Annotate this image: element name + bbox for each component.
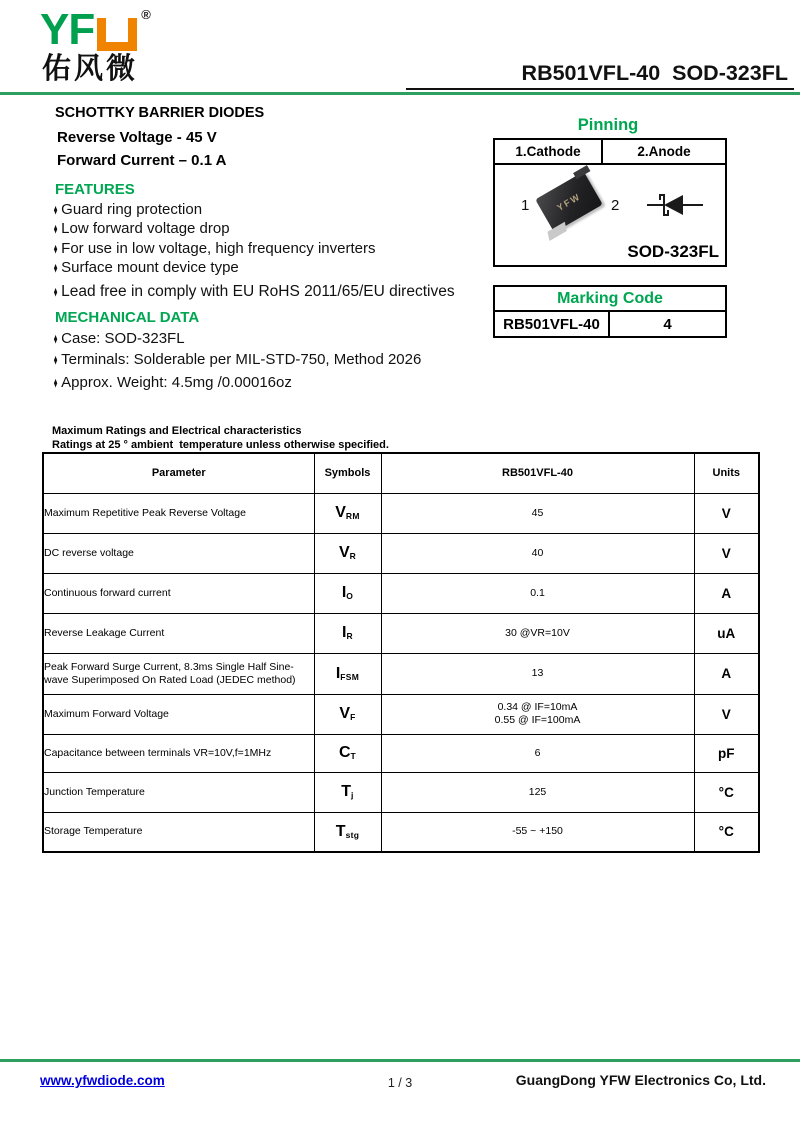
feature-item [52, 220, 230, 237]
symbol-cell: $V_{RM}$ [314, 493, 381, 533]
value-cell: 0.34 @ IF=10mA 0.55 @ IF=100mA [381, 694, 694, 734]
pinning-heading: Pinning [577, 116, 639, 134]
mechanical-item [52, 330, 185, 347]
unit-cell: °C [694, 812, 759, 852]
unit-cell: A [694, 653, 759, 694]
mechanical-text: Approx. Weight: 4.5mg /0.00016oz [61, 374, 292, 391]
company-name: GuangDong YFW Electronics Co, Ltd. [515, 1072, 766, 1088]
table-row [43, 694, 759, 734]
unit-cell: V [694, 493, 759, 533]
symbol-cell: $C_T$ [314, 734, 381, 772]
symbol-cell: $I_{FSM}$ [314, 653, 381, 694]
unit-cell: V [694, 533, 759, 573]
schottky-diode-symbol-icon [647, 191, 703, 219]
parameter-cell: Capacitance between terminals VR=10V,f=1MHz [43, 734, 314, 772]
table-row [43, 573, 759, 613]
symbol-cell: $V_R$ [314, 533, 381, 573]
pin2-label: 2.Anode [637, 144, 691, 159]
feature-item [52, 201, 202, 218]
title-underline [406, 88, 794, 90]
symbol-cell: $I_O$ [314, 573, 381, 613]
parameter-cell: Continuous forward current [43, 573, 314, 613]
diamond-bullet-icon: ♦ [53, 350, 58, 368]
column-header-units: Units [694, 453, 759, 493]
parameter-cell: Reverse Leakage Current [43, 613, 314, 653]
value-cell: 0.1 [381, 573, 694, 613]
symbol-cell: $V_F$ [314, 694, 381, 734]
header-rule [0, 92, 800, 95]
marking-code-table [493, 285, 727, 338]
value-cell: -55 ~ +150 [381, 812, 694, 852]
parameter-cell: Peak Forward Surge Current, 8.3ms Single Half Sine-wave Superimposed On Rated Load (JEDEC method) [43, 653, 314, 694]
sod323fl-package-image [535, 172, 602, 233]
table-row [43, 772, 759, 812]
footer-rule [0, 1059, 800, 1062]
mechanical-heading: MECHANICAL DATA [55, 309, 200, 326]
reverse-voltage-spec: Reverse Voltage - 45 V [57, 129, 217, 146]
diamond-bullet-icon: ♦ [53, 258, 58, 276]
marking-code-value: 4 [663, 315, 672, 333]
mechanical-item [52, 351, 421, 368]
package-marking-text: YFW [555, 191, 583, 213]
feature-text: Guard ring protection [61, 201, 203, 218]
value-cell: 45 [381, 493, 694, 533]
feature-item [52, 259, 239, 276]
table-row [43, 812, 759, 852]
company-logo [40, 5, 151, 54]
pin2-number: 2 [611, 197, 620, 214]
diamond-bullet-icon: ♦ [53, 239, 58, 257]
package-lead [547, 222, 566, 241]
unit-cell: °C [694, 772, 759, 812]
page-number: 1 / 3 [387, 1076, 413, 1090]
column-header-parameter: Parameter [43, 453, 314, 493]
marking-part-number: RB501VFL-40 [495, 312, 610, 336]
mechanical-item [52, 374, 292, 391]
features-heading: FEATURES [55, 181, 135, 198]
pinning-diagram [495, 165, 725, 265]
table-row [43, 653, 759, 694]
unit-cell: uA [694, 613, 759, 653]
table-header-row [43, 453, 759, 493]
symbol-cell: $T_j$ [314, 772, 381, 812]
feature-text: Surface mount device type [61, 259, 239, 276]
table-row [43, 734, 759, 772]
unit-cell: pF [694, 734, 759, 772]
table-row [43, 533, 759, 573]
logo-yf-text: YF [40, 5, 95, 54]
pin1-number: 1 [521, 197, 530, 214]
column-header-part: RB501VFL-40 [381, 453, 694, 493]
pin1-label: 1.Cathode [495, 140, 603, 163]
value-cell: 6 [381, 734, 694, 772]
feature-item [52, 240, 375, 257]
pinning-header-row [495, 140, 725, 165]
diamond-bullet-icon: ♦ [53, 200, 58, 218]
parameter-cell: Storage Temperature [43, 812, 314, 852]
package-name-label: SOD-323FL [627, 242, 719, 261]
unit-cell: V [694, 694, 759, 734]
page-title: RB501VFL-40 SOD-323FL [521, 61, 788, 85]
registered-trademark-icon: ® [141, 7, 151, 22]
website-link[interactable]: www.yfwdiode.com [40, 1073, 165, 1088]
diamond-bullet-icon: ♦ [53, 329, 58, 347]
ratings-subtitle: Ratings at 25 ° ambient temperature unless otherwise specified. [52, 439, 389, 451]
value-cell: 40 [381, 533, 694, 573]
mechanical-text: Case: SOD-323FL [61, 330, 185, 347]
parameter-cell: Maximum Repetitive Peak Reverse Voltage [43, 493, 314, 533]
symbol-cell: $I_R$ [314, 613, 381, 653]
marking-code-heading: Marking Code [495, 287, 725, 312]
ratings-table [42, 452, 760, 853]
logo-chinese-name: 佑风微 [42, 53, 139, 85]
logo-bracket-icon [97, 18, 137, 51]
pinning-table [493, 138, 727, 267]
parameter-cell: Junction Temperature [43, 772, 314, 812]
feature-text: Lead free in comply with EU RoHS 2011/65/EU directives [61, 283, 455, 300]
table-row [43, 493, 759, 533]
diamond-bullet-icon: ♦ [53, 219, 58, 237]
value-cell: 30 @VR=10V [381, 613, 694, 653]
parameter-cell: DC reverse voltage [43, 533, 314, 573]
feature-text: For use in low voltage, high frequency inverters [61, 240, 376, 257]
package-lead [573, 165, 590, 179]
column-header-symbols: Symbols [314, 453, 381, 493]
mechanical-text: Terminals: Solderable per MIL-STD-750, Method 2026 [61, 351, 422, 368]
feature-text: Low forward voltage drop [61, 220, 230, 237]
unit-cell: A [694, 573, 759, 613]
forward-current-spec: Forward Current – 0.1 A [57, 152, 227, 169]
diamond-bullet-icon: ♦ [53, 373, 58, 391]
value-cell: 125 [381, 772, 694, 812]
ratings-title: Maximum Ratings and Electrical characteristics [52, 425, 302, 437]
value-cell: 13 [381, 653, 694, 694]
diamond-bullet-icon: ♦ [53, 282, 58, 300]
marking-code-row [495, 312, 725, 336]
parameter-cell: Maximum Forward Voltage [43, 694, 314, 734]
table-row [43, 613, 759, 653]
feature-item [52, 283, 455, 301]
symbol-cell: $T_{stg}$ [314, 812, 381, 852]
family-heading: SCHOTTKY BARRIER DIODES [55, 105, 265, 121]
